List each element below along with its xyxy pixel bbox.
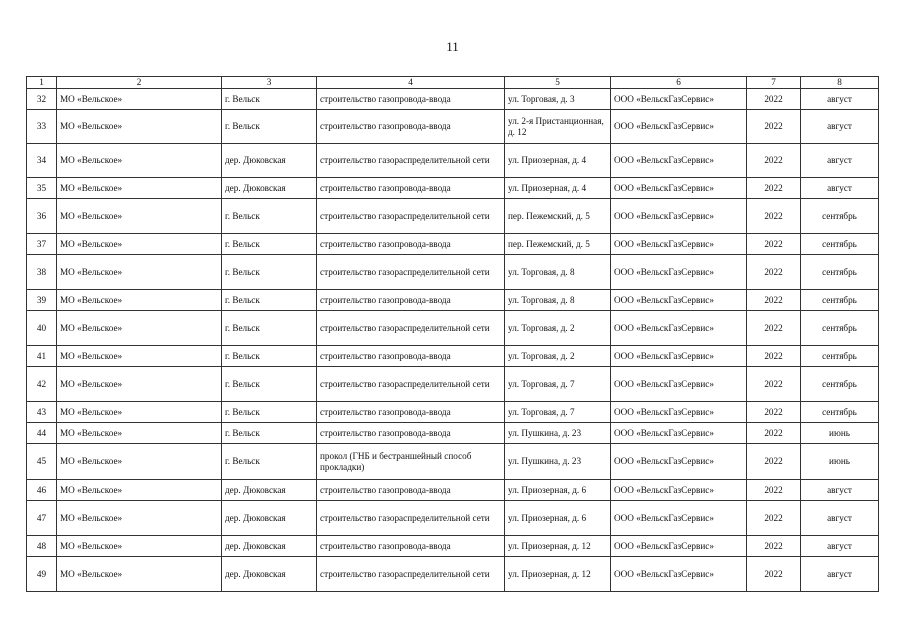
municipality-cell: МО «Вельское»	[57, 444, 222, 480]
month-cell: июнь	[801, 444, 879, 480]
row-number-cell: 44	[27, 423, 57, 444]
contractor-cell: ООО «ВельскГазСервис»	[611, 144, 747, 178]
work-type-cell: строительство газораспределительной сети	[317, 199, 505, 234]
work-type-cell: строительство газораспределительной сети	[317, 311, 505, 346]
municipality-cell: МО «Вельское»	[57, 402, 222, 423]
settlement-cell: дер. Дюковская	[222, 501, 317, 536]
municipality-cell: МО «Вельское»	[57, 144, 222, 178]
work-type-cell: строительство газораспределительной сети	[317, 144, 505, 178]
month-cell: август	[801, 110, 879, 144]
contractor-cell: ООО «ВельскГазСервис»	[611, 480, 747, 501]
contractor-cell: ООО «ВельскГазСервис»	[611, 110, 747, 144]
month-cell: август	[801, 480, 879, 501]
row-number-cell: 34	[27, 144, 57, 178]
table-row	[27, 290, 879, 311]
settlement-cell: г. Вельск	[222, 444, 317, 480]
table-row	[27, 311, 879, 346]
address-cell: ул. Приозерная, д. 4	[505, 144, 611, 178]
year-cell: 2022	[747, 402, 801, 423]
municipality-cell: МО «Вельское»	[57, 346, 222, 367]
municipality-cell: МО «Вельское»	[57, 110, 222, 144]
contractor-cell: ООО «ВельскГазСервис»	[611, 89, 747, 110]
work-type-cell: строительство газопровода-ввода	[317, 423, 505, 444]
year-cell: 2022	[747, 367, 801, 402]
municipality-cell: МО «Вельское»	[57, 501, 222, 536]
address-cell: ул. Торговая, д. 8	[505, 255, 611, 290]
contractor-cell: ООО «ВельскГазСервис»	[611, 199, 747, 234]
contractor-cell: ООО «ВельскГазСервис»	[611, 501, 747, 536]
contractor-cell: ООО «ВельскГазСервис»	[611, 367, 747, 402]
address-cell: пер. Пежемский, д. 5	[505, 199, 611, 234]
month-cell: сентябрь	[801, 367, 879, 402]
row-number-cell: 35	[27, 178, 57, 199]
settlement-cell: г. Вельск	[222, 199, 317, 234]
table-row	[27, 480, 879, 501]
row-number-cell: 39	[27, 290, 57, 311]
month-cell: август	[801, 536, 879, 557]
row-number-cell: 49	[27, 557, 57, 592]
contractor-cell: ООО «ВельскГазСервис»	[611, 557, 747, 592]
table-row	[27, 501, 879, 536]
contractor-cell: ООО «ВельскГазСервис»	[611, 423, 747, 444]
table-row	[27, 89, 879, 110]
column-header: 3	[222, 77, 317, 89]
municipality-cell: МО «Вельское»	[57, 557, 222, 592]
row-number-cell: 33	[27, 110, 57, 144]
settlement-cell: г. Вельск	[222, 311, 317, 346]
month-cell: сентябрь	[801, 234, 879, 255]
column-number-row	[27, 77, 879, 89]
row-number-cell: 48	[27, 536, 57, 557]
address-cell: ул. Торговая, д. 3	[505, 89, 611, 110]
month-cell: август	[801, 144, 879, 178]
municipality-cell: МО «Вельское»	[57, 89, 222, 110]
row-number-cell: 40	[27, 311, 57, 346]
row-number-cell: 46	[27, 480, 57, 501]
year-cell: 2022	[747, 144, 801, 178]
year-cell: 2022	[747, 536, 801, 557]
municipality-cell: МО «Вельское»	[57, 480, 222, 501]
work-type-cell: строительство газопровода-ввода	[317, 234, 505, 255]
column-header: 2	[57, 77, 222, 89]
municipality-cell: МО «Вельское»	[57, 199, 222, 234]
municipality-cell: МО «Вельское»	[57, 311, 222, 346]
year-cell: 2022	[747, 480, 801, 501]
table-row	[27, 557, 879, 592]
contractor-cell: ООО «ВельскГазСервис»	[611, 255, 747, 290]
contractor-cell: ООО «ВельскГазСервис»	[611, 402, 747, 423]
month-cell: сентябрь	[801, 255, 879, 290]
month-cell: сентябрь	[801, 346, 879, 367]
month-cell: сентябрь	[801, 290, 879, 311]
row-number-cell: 36	[27, 199, 57, 234]
work-type-cell: строительство газопровода-ввода	[317, 290, 505, 311]
contractor-cell: ООО «ВельскГазСервис»	[611, 444, 747, 480]
row-number-cell: 42	[27, 367, 57, 402]
contractor-cell: ООО «ВельскГазСервис»	[611, 290, 747, 311]
month-cell: август	[801, 501, 879, 536]
contractor-cell: ООО «ВельскГазСервис»	[611, 178, 747, 199]
table-row	[27, 110, 879, 144]
year-cell: 2022	[747, 501, 801, 536]
address-cell: ул. Приозерная, д. 4	[505, 178, 611, 199]
month-cell: август	[801, 89, 879, 110]
year-cell: 2022	[747, 311, 801, 346]
year-cell: 2022	[747, 423, 801, 444]
month-cell: июнь	[801, 423, 879, 444]
column-header: 6	[611, 77, 747, 89]
gas-works-table	[26, 76, 879, 592]
row-number-cell: 37	[27, 234, 57, 255]
settlement-cell: г. Вельск	[222, 423, 317, 444]
municipality-cell: МО «Вельское»	[57, 536, 222, 557]
work-type-cell: строительство газораспределительной сети	[317, 367, 505, 402]
column-header: 1	[27, 77, 57, 89]
settlement-cell: г. Вельск	[222, 110, 317, 144]
year-cell: 2022	[747, 199, 801, 234]
settlement-cell: г. Вельск	[222, 234, 317, 255]
contractor-cell: ООО «ВельскГазСервис»	[611, 311, 747, 346]
month-cell: сентябрь	[801, 402, 879, 423]
address-cell: ул. 2-я Пристанционная, д. 12	[505, 110, 611, 144]
work-type-cell: строительство газопровода-ввода	[317, 178, 505, 199]
row-number-cell: 32	[27, 89, 57, 110]
year-cell: 2022	[747, 234, 801, 255]
address-cell: ул. Торговая, д. 2	[505, 346, 611, 367]
work-type-cell: строительство газопровода-ввода	[317, 480, 505, 501]
municipality-cell: МО «Вельское»	[57, 423, 222, 444]
year-cell: 2022	[747, 89, 801, 110]
address-cell: ул. Приозерная, д. 12	[505, 557, 611, 592]
table-row	[27, 255, 879, 290]
month-cell: август	[801, 557, 879, 592]
table-row	[27, 234, 879, 255]
address-cell: ул. Торговая, д. 8	[505, 290, 611, 311]
settlement-cell: г. Вельск	[222, 346, 317, 367]
settlement-cell: г. Вельск	[222, 290, 317, 311]
work-type-cell: строительство газораспределительной сети	[317, 255, 505, 290]
month-cell: сентябрь	[801, 199, 879, 234]
work-type-cell: строительство газопровода-ввода	[317, 536, 505, 557]
table-row	[27, 178, 879, 199]
table-row	[27, 346, 879, 367]
year-cell: 2022	[747, 178, 801, 199]
settlement-cell: г. Вельск	[222, 402, 317, 423]
month-cell: август	[801, 178, 879, 199]
address-cell: ул. Приозерная, д. 12	[505, 536, 611, 557]
table-row	[27, 423, 879, 444]
address-cell: пер. Пежемский, д. 5	[505, 234, 611, 255]
municipality-cell: МО «Вельское»	[57, 290, 222, 311]
year-cell: 2022	[747, 557, 801, 592]
address-cell: ул. Пушкина, д. 23	[505, 444, 611, 480]
municipality-cell: МО «Вельское»	[57, 178, 222, 199]
column-header: 8	[801, 77, 879, 89]
year-cell: 2022	[747, 110, 801, 144]
settlement-cell: г. Вельск	[222, 367, 317, 402]
settlement-cell: г. Вельск	[222, 255, 317, 290]
settlement-cell: дер. Дюковская	[222, 536, 317, 557]
address-cell: ул. Торговая, д. 7	[505, 402, 611, 423]
work-type-cell: строительство газораспределительной сети	[317, 557, 505, 592]
settlement-cell: дер. Дюковская	[222, 144, 317, 178]
table-row	[27, 402, 879, 423]
address-cell: ул. Торговая, д. 7	[505, 367, 611, 402]
work-type-cell: строительство газопровода-ввода	[317, 110, 505, 144]
row-number-cell: 41	[27, 346, 57, 367]
municipality-cell: МО «Вельское»	[57, 255, 222, 290]
address-cell: ул. Приозерная, д. 6	[505, 480, 611, 501]
year-cell: 2022	[747, 255, 801, 290]
settlement-cell: дер. Дюковская	[222, 557, 317, 592]
settlement-cell: дер. Дюковская	[222, 178, 317, 199]
contractor-cell: ООО «ВельскГазСервис»	[611, 536, 747, 557]
work-type-cell: строительство газопровода-ввода	[317, 402, 505, 423]
column-header: 5	[505, 77, 611, 89]
address-cell: ул. Торговая, д. 2	[505, 311, 611, 346]
work-type-cell: строительство газораспределительной сети	[317, 501, 505, 536]
row-number-cell: 43	[27, 402, 57, 423]
table-row	[27, 367, 879, 402]
row-number-cell: 47	[27, 501, 57, 536]
column-header: 7	[747, 77, 801, 89]
column-header: 4	[317, 77, 505, 89]
table-row	[27, 144, 879, 178]
municipality-cell: МО «Вельское»	[57, 234, 222, 255]
settlement-cell: дер. Дюковская	[222, 480, 317, 501]
year-cell: 2022	[747, 346, 801, 367]
municipality-cell: МО «Вельское»	[57, 367, 222, 402]
table-row	[27, 536, 879, 557]
table-row	[27, 199, 879, 234]
year-cell: 2022	[747, 290, 801, 311]
contractor-cell: ООО «ВельскГазСервис»	[611, 346, 747, 367]
settlement-cell: г. Вельск	[222, 89, 317, 110]
month-cell: сентябрь	[801, 311, 879, 346]
page-number: 11	[446, 39, 459, 54]
address-cell: ул. Пушкина, д. 23	[505, 423, 611, 444]
address-cell: ул. Приозерная, д. 6	[505, 501, 611, 536]
work-type-cell: прокол (ГНБ и бестраншейный способ прокладки)	[317, 444, 505, 480]
table-row	[27, 444, 879, 480]
year-cell: 2022	[747, 444, 801, 480]
work-type-cell: строительство газопровода-ввода	[317, 89, 505, 110]
work-type-cell: строительство газопровода-ввода	[317, 346, 505, 367]
row-number-cell: 38	[27, 255, 57, 290]
contractor-cell: ООО «ВельскГазСервис»	[611, 234, 747, 255]
row-number-cell: 45	[27, 444, 57, 480]
